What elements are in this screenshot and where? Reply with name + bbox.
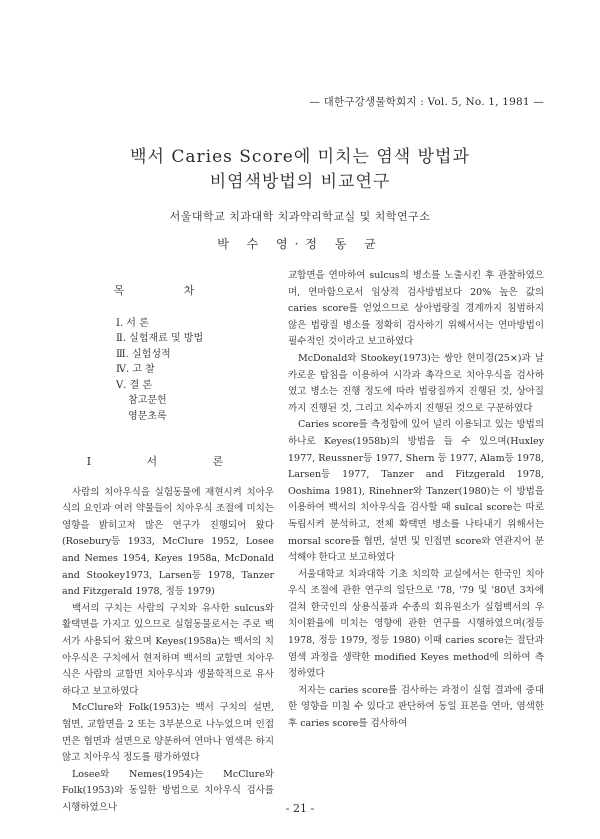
body-paragraph: 서울대학교 치과대학 기초 치의학 교실에서는 한국인 치아우식 조절에 관한 연구의 일단으로 '78, '79 및 '80년 3차에 걸쳐 한국인의 상용식품과 수종의 회유원소가 실험백서의 우치이환율에 미치는 영향에 관한 연구를 시행하였으며(정등 1978, 정등 1979, 정등 1980) 이때 caries score는 절단과 염색 과정을 생략한 modified Keyes method에 의하여 측정하였다 bbox=[288, 568, 544, 680]
toc-item: 영문초록 bbox=[128, 410, 167, 422]
right-column bbox=[288, 268, 544, 733]
toc-item: Ⅰ. 서 론 bbox=[116, 317, 149, 329]
toc-item: 참고문헌 bbox=[128, 395, 167, 407]
table-of-contents bbox=[116, 316, 274, 425]
intro-paragraph: 사람의 치아우식을 실험동물에 재현시켜 치아우식의 요인과 여러 약물들이 치아우식 조절에 미치는 영향을 밝히고저 많은 연구가 진행되어 왔다 (Rosebury등 1933, McClure 1952, Losee and Nemes 1954, Keyes 1958a, McDonald and Stookey1973, Larsen등 1978, Tanzer and Fitzgerald 1978, 정등 1979) bbox=[62, 486, 274, 598]
toc-item: Ⅳ. 고 찰 bbox=[116, 364, 155, 376]
toc-item: Ⅱ. 실험재료 및 방법 bbox=[116, 333, 204, 345]
page-number: - 21 - bbox=[285, 802, 315, 815]
affiliation: 서울대학교 치과대학 치과약리학교실 및 치학연구소 bbox=[169, 210, 431, 223]
body-paragraph: 저자는 caries score를 검사하는 과정이 실험 결과에 중대한 영향을 미칠 수 있다고 판단하여 동일 표본을 연마, 염색한 후 caries score를 검사하여 bbox=[288, 684, 544, 730]
paper-title bbox=[0, 145, 600, 195]
body-paragraph: McDonald와 Stookey(1973)는 쌍안 현미경(25×)과 날카로운 탐침을 이용하여 시각과 촉각으로 치아우식을 검사하였고 병소는 진행 정도에 따라 법랑질까지 진행된 것, 상아질까지 진행된 것, 그리고 치수까지 진행된 것으로 구분하였다 bbox=[288, 352, 544, 414]
body-paragraph: 교합면을 연마하여 sulcus의 병소를 노출시킨 후 관찰하였으며, 연마함으로서 임상적 검사방법보다 20% 높은 값의 caries score를 얻었으므로 상아법랑질 경계까지 침범하지 않은 법랑질 병소를 정확히 검사하기 위해서서는 연마방법이 필수적인 것이라고 보고하였다 bbox=[288, 270, 544, 348]
authors: 박 수 영·정 동 균 bbox=[217, 237, 383, 251]
body-paragraph: Caries score를 측정함에 있어 널리 이용되고 있는 방법의 하나로 Keyes(1958b)의 방법을 들 수 있으며(Huxley 1977, Reussner등 1977, Shern 등 1977, Alam등 1978, Larsen등 1977, Tanzer and Fitzgerald 1978, Ooshima 1981), Rinehner와 Tanzer(1980)는 이 방법을 이용하여 백서의 치아우식을 검사할 때 sulcal score는 따로 독립시켜 분석하고, 전체 확택면 병소를 나타내기 위해서는 morsal score를 협면, 설면 및 인접면 score와 연관지어 분석해야 한다고 보고하였다 bbox=[288, 419, 544, 564]
left-column bbox=[62, 265, 274, 817]
intro-heading: Ⅰ 서 론 bbox=[86, 455, 250, 469]
toc-item: Ⅲ. 실험성적 bbox=[116, 348, 171, 360]
title-line-1: 백서 Caries Score에 미치는 염색 방법과 bbox=[130, 147, 470, 167]
title-line-2: 비염색방법의 비교연구 bbox=[209, 172, 391, 192]
toc-item: Ⅴ. 결 론 bbox=[116, 379, 153, 391]
journal-header: — 대한구강생물학회지 : Vol. 5, No. 1, 1981 — bbox=[309, 96, 544, 108]
intro-paragraph: 백서의 구치는 사람의 구치와 유사한 sulcus와 활택면을 가지고 있으므로 실험동물로서는 주로 백서가 사용되어 왔으며 Keyes(1958a)는 백서의 치아우식은 구치에서 현저하며 백서의 교합면 치아우식은 사람의 교합면 치아우식과 생물학적으로 유사하다고 보고하였다 bbox=[62, 602, 274, 697]
intro-paragraph: Losee와 Nemes(1954)는 McClure와 Folk(1953)와 동일한 방법으로 치아우식 검사를 시행하였으나 bbox=[62, 768, 274, 813]
intro-paragraph: McClure와 Folk(1953)는 백서 구치의 설면, 협면, 교합면을 2 또는 3부분으로 나누었으며 인접면은 협면과 설면으로 양분하여 연마나 염색은 하지 않고 치아우식 정도를 평가하였다 bbox=[62, 702, 274, 764]
toc-heading: 목 차 bbox=[113, 284, 223, 297]
